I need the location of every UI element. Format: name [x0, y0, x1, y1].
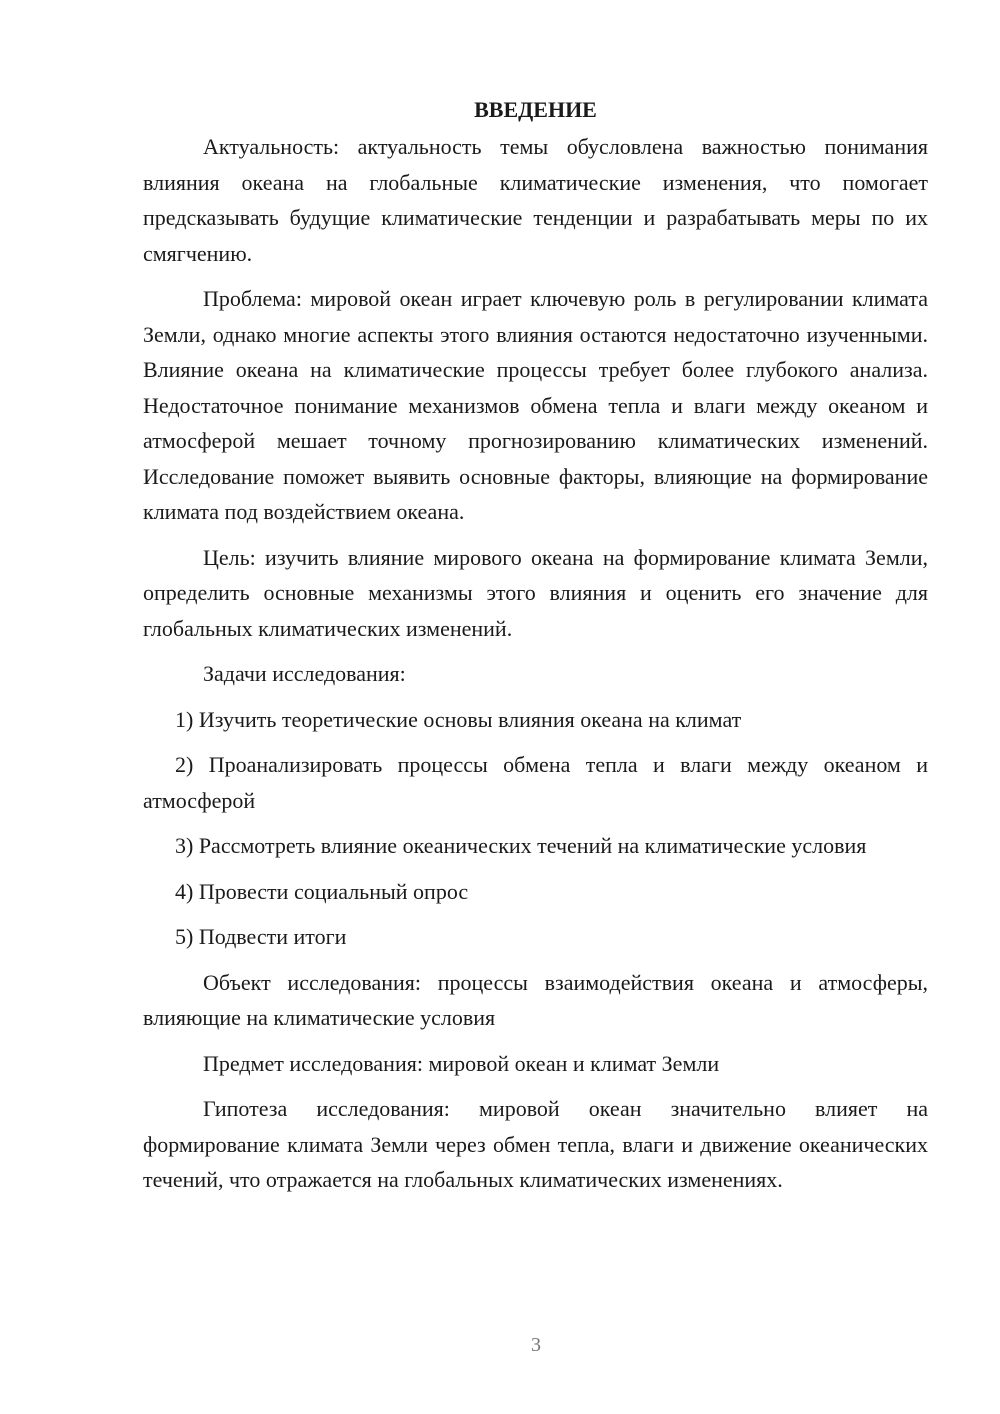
subject-paragraph: Предмет исследования: мировой океан и климат Земли: [203, 1050, 720, 1076]
object-paragraph: Объект исследования: процессы взаимодействия океана и атмосферы, влияющие на климатические условия: [143, 969, 928, 1030]
document-page: [143, 92, 928, 1208]
hypothesis-paragraph: Гипотеза исследования: мировой океан значительно влияет на формирование климата Земли через обмен тепла, влаги и движение океанических течений, что отражается на глобальных климатических изменениях.: [143, 1096, 928, 1192]
task-item: 2) Проанализировать процессы обмена тепла и влаги между океаном и атмосферой: [143, 752, 928, 813]
goal-paragraph: Цель: изучить влияние мирового океана на формирование климата Земли, определить основные механизмы этого влияния и оценить его значение для глобальных климатических изменений.: [143, 544, 928, 641]
section-title: ВВЕДЕНИЕ: [474, 97, 597, 122]
task-item: 4) Провести социальный опрос: [175, 878, 469, 904]
tasks-heading: Задачи исследования:: [203, 661, 406, 686]
page-number: 3: [531, 1334, 541, 1356]
task-item: 3) Рассмотреть влияние океанических течений на климатические условия: [175, 833, 867, 858]
task-item: 5) Подвести итоги: [175, 924, 347, 949]
task-item: 1) Изучить теоретические основы влияния океана на климат: [175, 706, 742, 732]
relevance-paragraph: Актуальность: актуальность темы обусловлена важностью понимания влияния океана на глобальные климатические изменения, что помогает предсказывать будущие климатические тенденции и разрабатывать меры по их смягчению.: [143, 134, 928, 266]
problem-paragraph: Проблема: мировой океан играет ключевую роль в регулировании климата Земли, однако многие аспекты этого влияния остаются недостаточно изученными. Влияние океана на климатические процессы требует более глубокого анализа. Недостаточное понимание механизмов обмена тепла и влаги между океаном и атмосферой мешает точному прогнозированию климатических изменений. Исследование поможет выявить основные факторы, влияющие на формирование климата под воздействием океана.: [143, 286, 928, 524]
